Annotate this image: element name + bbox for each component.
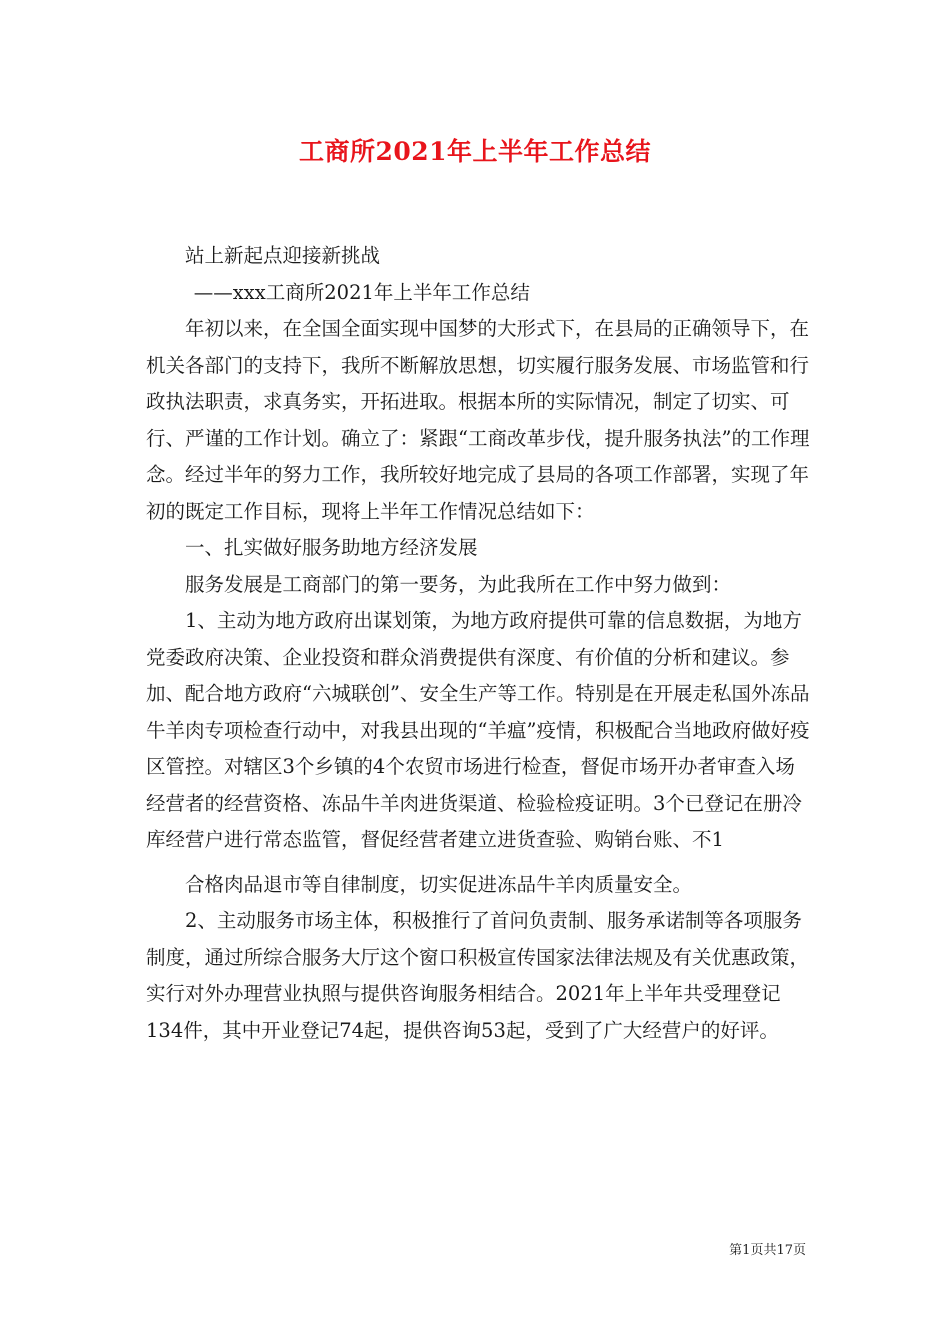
section-heading-1: 一、扎实做好服务助地方经济发展 <box>185 536 478 559</box>
paragraph-intro: 年初以来，在全国全面实现中国梦的大形式下，在县局的正确领导下，在机关各部门的支持下，我所不断解放思想，切实履行服务发展、市场监管和行政执法职责，求真务实，开拓进取。根据本所的实际情况，制定了切实、可行、严谨的工作计划。确立了：紧跟“工商改革步伐，提升服务执法”的工作理念。经过半年的努力工作，我所较好地完成了县局的各项工作部署，实现了年初的既定工作目标，现将上半年工作情况总结如下： <box>146 317 810 523</box>
subtitle-heading: 站上新起点迎接新挑战 <box>185 244 381 267</box>
subtitle-line: ——xxx工商所2021年上半年工作总结 <box>193 280 530 304</box>
paragraph-item-2: 2、主动服务市场主体，积极推行了首问负责制、服务承诺制等各项服务制度，通过所综合服务大厅这个窗口积极宣传国家法律法规及有关优惠政策，实行对外办理营业执照与提供咨询服务相结合。2021年上半年共受理登记134件，其中开业登记74起，提供咨询53起，受到了广大经营户的好评。 <box>146 909 810 1042</box>
document-body <box>146 238 812 1049</box>
page-number: 第1页共17页 <box>729 1243 806 1258</box>
paragraph-service: 服务发展是工商部门的第一要务，为此我所在工作中努力做到： <box>185 572 732 596</box>
paragraph-item-1-cont: 合格肉品退市等自律制度，切实促进冻品牛羊肉质量安全。 <box>185 872 693 896</box>
document-title: 工商所2021年上半年工作总结 <box>298 137 652 166</box>
paragraph-item-1: 1、主动为地方政府出谋划策，为地方政府提供可靠的信息数据，为地方党委政府决策、企业投资和群众消费提供有深度、有价值的分析和建议。参加、配合地方政府“六城联创”、安全生产等工作。特别是在开展走私国外冻品牛羊肉专项检查行动中，对我县出现的“羊瘟”疫情，积极配合当地政府做好疫区管控。对辖区3个乡镇的4个农贸市场进行检查，督促市场开办者审查入场经营者的经营资格、冻品牛羊肉进货渠道、检验检疫证明。3个已登记在册冷库经营户进行常态监管，督促经营者建立进货查验、购销台账、不1 <box>146 609 810 851</box>
